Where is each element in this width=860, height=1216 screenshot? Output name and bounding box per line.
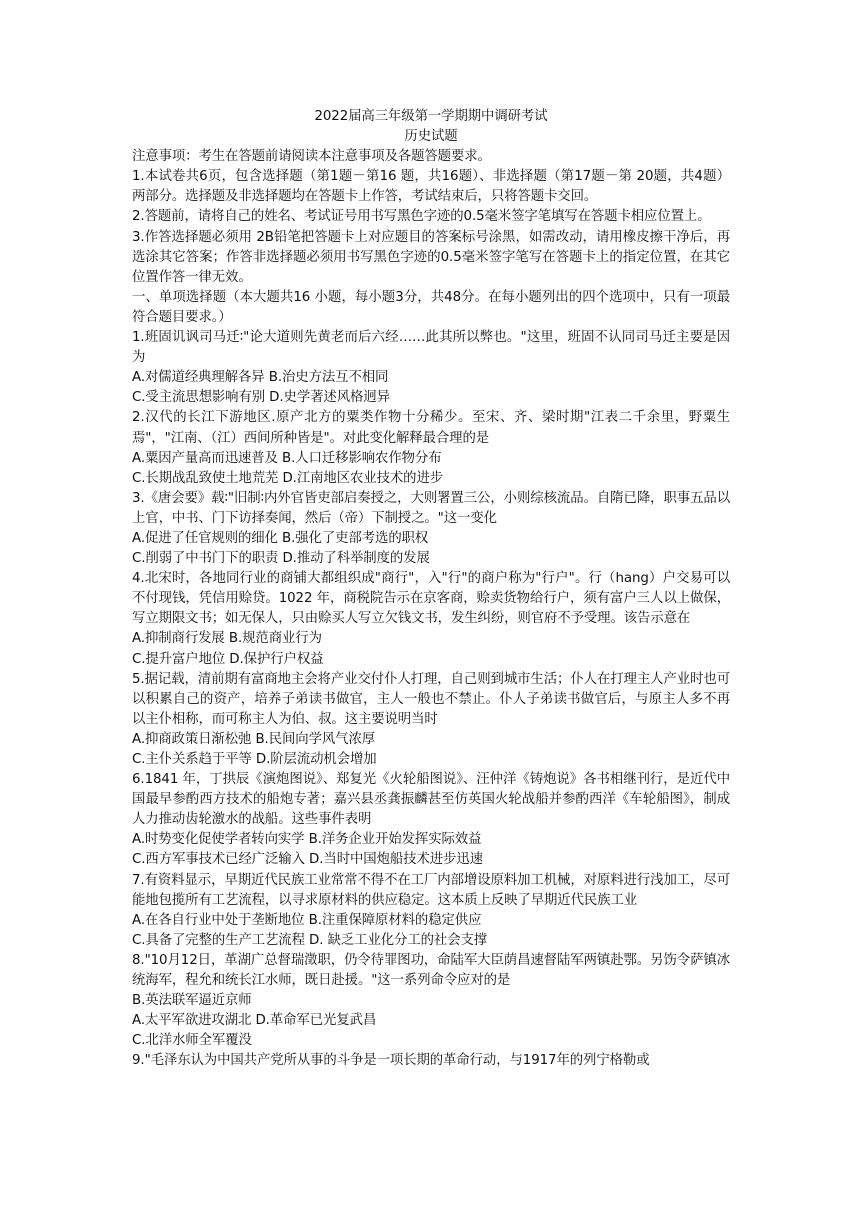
question-option: A.在各自行业中处于垄断地位 B.注重保障原材料的稳定供应: [132, 912, 482, 928]
notice-item: 2.答题前，请将自己的姓名、考试证号用书写黑色字迹的0.5毫米签字笔填写在答题卡相应位置上。: [132, 209, 711, 225]
question-stem: 6.1841 年，丁拱辰《演炮图说》、郑复光《火轮船图说》、汪仲洋《铸炮说》各书相继刊行，是近代中国最早参酌西方技术的船炮专著；嘉兴县丞龚振麟甚至仿英国火轮战船并参酌西洋《车轮船图》，制成人力推动齿轮激水的战船。这些事件表明: [132, 772, 730, 828]
notice-item: 1.本试卷共6页，包含选择题（第1题－第16 题，共16题）、非选择题（第17题－第 20题，共4题）两部分。选择题及非选择题均在答题卡上作答，考试结束后，只将答题卡交回。: [132, 169, 730, 205]
exam-title: 2022届高三年级第一学期期中调研考试: [314, 109, 548, 124]
question-stem: 4.北宋时，各地同行业的商铺大都组织成"商行"，入"行"的商户称为"行户"。行（hang）户交易可以不付现钱，凭信用赊贷。1022 年，商税院告示在京客商，赊卖货物给行户，须有富户三人以上做保，写立期限文书；如无保人，只由赊买人写立欠钱文书，发生纠纷，则官府不予受理。该告示意在: [132, 571, 730, 627]
question-option: A.抑商政策日渐松弛 B.民间向学风气浓厚: [132, 731, 376, 747]
question-option: C.北洋水师全军覆没: [132, 1033, 252, 1049]
question-option: C.主仆关系趋于平等 D.阶层流动机会增加: [132, 752, 377, 767]
question-option: C.具备了完整的生产工艺流程 D. 缺乏工业化分工的社会支撑: [132, 932, 488, 948]
question-option: A.抑制商行发展 B.规范商业行为: [132, 631, 322, 647]
exam-subtitle: 历史试题: [404, 129, 458, 145]
question-option: B.英法联军逼近京师: [132, 993, 252, 1009]
question-option: C.提升富户地位 D.保护行户权益: [132, 651, 324, 667]
exam-page: [132, 107, 730, 1072]
question-stem: 3.《唐会要》载∶"旧制∶内外官皆吏部启奏授之，大则署置三公，小则综核流品。自隋已降，职事五品以上官，中书、门下访择奏闻，然后（帝）下制授之。"这一变化: [132, 490, 730, 526]
question-stem: 9."毛泽东认为中国共产党所从事的斗争是一项长期的革命行动，与1917年的列宁格勒或: [132, 1053, 650, 1069]
notice-item: 3.作答选择题必须用 2B铅笔把答题卡上对应题目的答案标号涂黑，如需改动，请用橡皮擦干净后，再选涂其它答案；作答非选择题必须用书写黑色字迹的0.5毫米签字笔写在答题卡上的指定位置，在其它位置作答一律无效。: [132, 229, 730, 285]
question-stem: 2.汉代的长江下游地区.原产北方的粟类作物十分稀少。至宋、齐、梁时期"江表二千余里，野粟生焉"，"江南、（江）西间所种皆是"。对此变化解释最合理的是: [132, 410, 730, 446]
question-option: A.时势变化促使学者转向实学 B.洋务企业开始发挥实际效益: [132, 832, 482, 848]
notice-heading: 注意事项：考生在答题前请阅读本注意事项及各题答题要求。: [132, 149, 491, 165]
question-stem: 1.班固讥讽司马迁∶"论大道则先黄老而后六经……此其所以弊也。"这里，班固不认同司马迁主要是因为: [132, 330, 730, 366]
question-option: A.对儒道经典理解各异 B.治史方法互不相同: [132, 370, 389, 386]
section-heading: 一、单项选择题（本大题共16 小题，每小题3分，共48分。在每小题列出的四个选项中，只有一项最符合题目要求。）: [132, 289, 730, 325]
question-option: A.促进了任官规则的细化 B.强化了吏部考选的职权: [132, 530, 429, 546]
question-stem: 5.据记载，清前期有富商地主会将产业交付仆人打理，自己则到城市生活；仆人在打理主人产业时也可以积累自己的资产，培养子弟读书做官，主人一般也不禁止。仆人子弟读书做官后，与原主人多不再以主仆相称，而可称主人为伯、叔。这主要说明当时: [132, 671, 730, 727]
question-option: A.粟因产量高而迅速普及 B.人口迁移影响农作物分布: [132, 450, 442, 466]
question-option: C.长期战乱致使土地荒芜 D.江南地区农业技术的进步: [132, 470, 444, 486]
question-option: C.削弱了中书门下的职责 D.推动了科举制度的发展: [132, 551, 430, 567]
question-stem: 8."10月12日，革湖广总督瑞澂职，仍令待罪图功，命陆军大臣荫昌速督陆军两镇赴鄂。另饬令萨镇冰统海军，程允和统长江水师，既日赴援。"这一系列命令应对的是: [132, 952, 730, 989]
question-option: C.西方军事技术已经广泛输入 D.当时中国炮船技术进步迅速: [132, 852, 483, 868]
question-option: A.太平军欲进攻湖北 D.革命军已光复武昌: [132, 1013, 377, 1029]
question-stem: 7.有资料显示，早期近代民族工业常常不得不在工厂内部增设原料加工机械，对原料进行浅加工，尽可能地包揽所有工艺流程，以寻求原材料的供应稳定。这本质上反映了早期近代民族工业: [132, 872, 730, 908]
question-option: C.受主流思想影响有别 D.史学著述风格迥异: [132, 390, 390, 406]
